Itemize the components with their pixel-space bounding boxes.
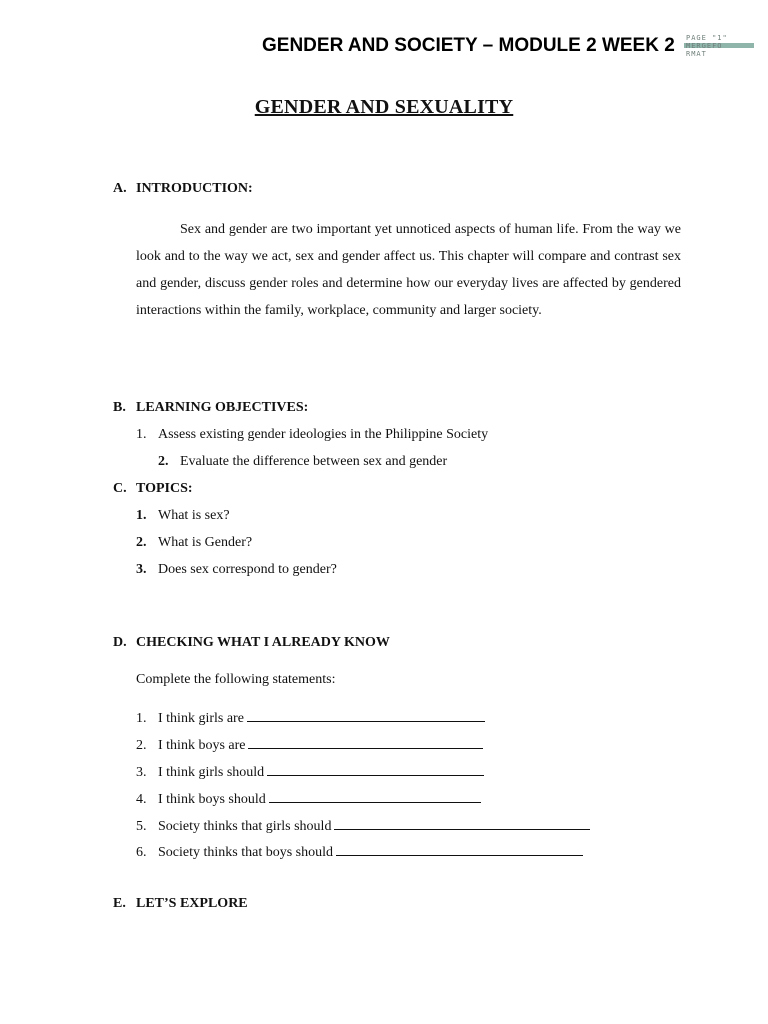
document-title: GENDER AND SEXUALITY — [254, 96, 514, 118]
section-objectives-heading — [113, 400, 308, 416]
list-number: 4. — [136, 792, 147, 807]
section-letter: C. — [113, 481, 127, 496]
answer-blank[interactable] — [248, 736, 483, 749]
logo-text-1: PAGE "1" — [686, 34, 728, 42]
topic-item — [136, 562, 337, 578]
statement-text: I think girls are — [158, 711, 244, 726]
topic-text: What is sex? — [158, 508, 230, 523]
section-explore-heading — [113, 896, 248, 912]
section-checking-heading — [113, 635, 390, 651]
statement-item — [136, 817, 590, 835]
section-letter: E. — [113, 896, 126, 911]
list-number: 6. — [136, 845, 147, 860]
section-heading-text: TOPICS: — [136, 481, 193, 496]
answer-blank[interactable] — [269, 790, 481, 803]
section-heading-text: LEARNING OBJECTIVES: — [136, 400, 309, 415]
topic-text: Does sex correspond to gender? — [158, 562, 337, 577]
topic-item — [136, 535, 252, 551]
list-number: 1. — [136, 427, 147, 442]
objective-item — [136, 427, 488, 443]
statement-text: Society thinks that boys should — [158, 845, 333, 860]
header-title: GENDER AND SOCIETY – MODULE 2 WEEK 2 — [262, 35, 675, 56]
list-number: 3. — [136, 765, 147, 780]
statement-item — [136, 843, 583, 861]
section-heading-text: INTRODUCTION: — [136, 181, 253, 196]
list-number: 1. — [136, 508, 147, 523]
checking-instruction: Complete the following statements: — [136, 672, 336, 687]
answer-blank[interactable] — [336, 843, 583, 856]
statement-item — [136, 736, 483, 754]
section-topics-heading — [113, 481, 193, 497]
objective-text: Evaluate the difference between sex and gender — [180, 454, 448, 469]
section-introduction-heading — [113, 181, 253, 197]
objective-text: Assess existing gender ideologies in the Philippine Society — [158, 427, 489, 442]
statement-text: I think boys are — [158, 738, 246, 753]
statement-item — [136, 709, 485, 727]
statement-text: I think girls should — [158, 765, 265, 780]
list-number: 3. — [136, 562, 147, 577]
statement-item — [136, 763, 484, 781]
section-heading-text: CHECKING WHAT I ALREADY KNOW — [136, 635, 390, 650]
topic-item — [136, 508, 230, 524]
list-number: 2. — [136, 738, 147, 753]
list-number: 5. — [136, 819, 147, 834]
section-letter: A. — [113, 181, 127, 196]
introduction-body: Sex and gender are two important yet unnoticed aspects of human life. From the way we look and to the way we act, sex and gender affect us. This chapter will compare and contrast sex and gender, discuss gender roles and determine how our everyday lives are affected by gendered interactions within the family, workplace, community and larger society. — [136, 222, 681, 318]
statement-item — [136, 790, 481, 808]
statement-text: Society thinks that girls should — [158, 819, 332, 834]
objective-item — [158, 454, 447, 470]
logo-text-3: RMAT — [686, 50, 707, 58]
list-number: 2. — [136, 535, 147, 550]
answer-blank[interactable] — [334, 817, 590, 830]
statement-text: I think boys should — [158, 792, 266, 807]
topic-text: What is Gender? — [158, 535, 253, 550]
section-heading-text: LET’S EXPLORE — [136, 896, 248, 911]
section-letter: B. — [113, 400, 126, 415]
logo-text-2: MERGEFO — [686, 42, 723, 50]
list-number: 1. — [136, 711, 147, 726]
answer-blank[interactable] — [247, 709, 485, 722]
answer-blank[interactable] — [267, 763, 484, 776]
introduction-paragraph — [136, 216, 681, 324]
section-letter: D. — [113, 635, 127, 650]
list-number: 2. — [158, 454, 169, 469]
publisher-logo — [680, 34, 760, 58]
